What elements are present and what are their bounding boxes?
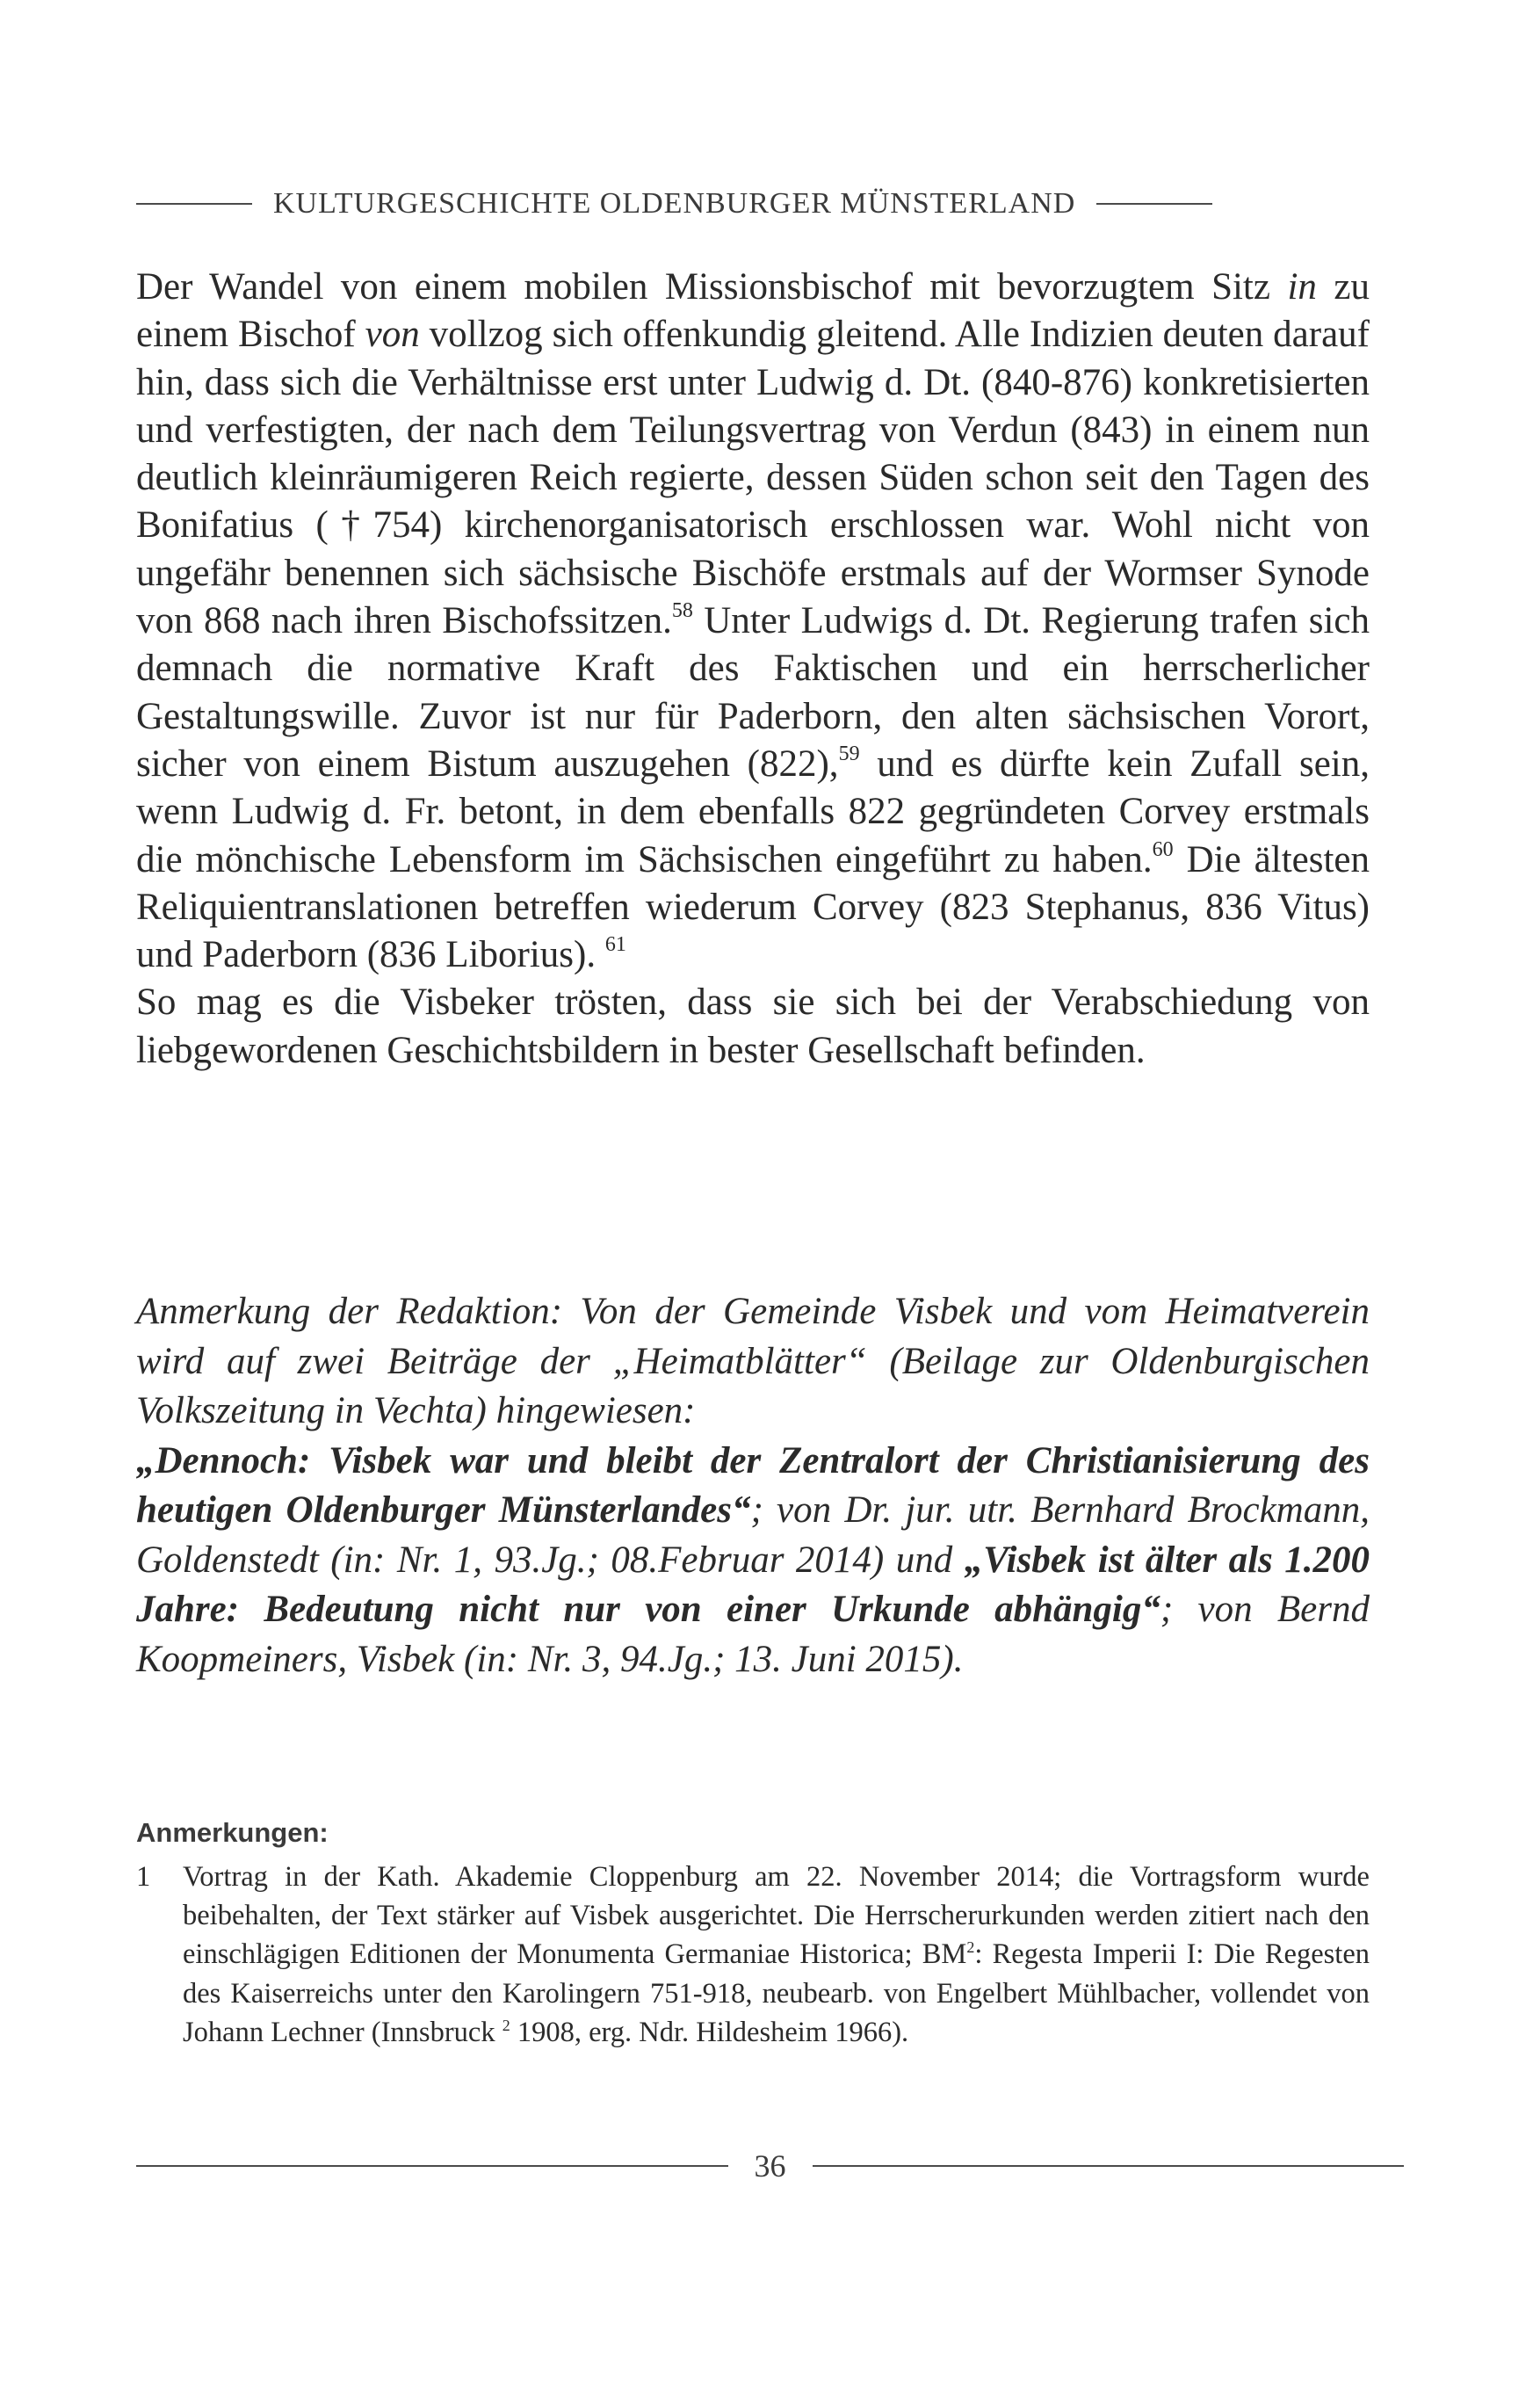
- text-run: Vortrag in der Kath. Akademie Cloppenburg am 22. November 2014; die Vortragsform wurde beibehalten, der Text stärker auf Visbek ausgerichtet. Die Herrscherurkunden werden zitiert nach den einschlägigen Editionen der Monumenta Germaniae Historica; BM: [183, 1861, 1370, 1971]
- superscript: 2: [502, 2016, 510, 2034]
- header-rule-right: [1096, 203, 1212, 205]
- text-run: : Regesta Imperii I: Die Regesten des Kaiserreichs unter den Karolingern 751-918, neubearb. von Engelbert Mühlbacher, vollendet von Johann Lechner (Innsbruck: [183, 1938, 1370, 2048]
- text-run: zu einem Bischof: [136, 266, 1370, 356]
- note-article-1-title: „Dennoch: Visbek war und bleibt der Zentralort der Christianisierung des heutigen Oldenburger Münsterlandes“: [136, 1439, 1370, 1531]
- note-article-2-title: „Visbek ist älter als 1.200 Jahre: Bedeutung nicht nur von einer Urkunde abhängig“: [136, 1539, 1370, 1630]
- footnotes-section: [136, 1817, 1370, 2052]
- superscript: 2: [966, 1938, 975, 1957]
- note-article-1-ref: ; von Dr. jur. utr. Bernhard Brockmann, Goldenstedt (in: Nr. 1, 93.Jg.; 08.Februar 2014) und: [136, 1489, 1370, 1581]
- note-intro: Anmerkung der Redaktion: Von der Gemeinde Visbek und vom Heimatverein wird auf zwei Beiträge der „Heimatblätter“ (Beilage zur Oldenburgischen Volkszeitung in Vechta) hingewiesen:: [136, 1291, 1370, 1431]
- footnote-text: [183, 1858, 1370, 2052]
- text-run: Die ältesten Reliquientranslationen betreffen wiederum Corvey (823 Stephanus, 836 Vitus) und Paderborn (836 Liborius).: [136, 838, 1370, 976]
- footer-rule-right: [813, 2165, 1405, 2167]
- running-header: [136, 187, 1404, 221]
- note-article-2-ref: ; von Bernd Koopmeiners, Visbek (in: Nr. 3, 94.Jg.; 13. Juni 2015).: [136, 1589, 1370, 1680]
- footnote-ref-58: 58: [671, 599, 693, 623]
- editor-note-text: [136, 1287, 1370, 1684]
- footnote-ref-59: 59: [838, 742, 860, 765]
- footnote-ref-61: 61: [604, 933, 626, 957]
- paragraph-2: So mag es die Visbeker trösten, dass sie sich bei der Verabschiedung von liebgewordenen Geschichtsbildern in bester Gesellschaft befinden.: [136, 981, 1370, 1071]
- text-run: Der Wandel von einem mobilen Missionsbischof mit bevorzugtem Sitz: [136, 266, 1288, 308]
- editor-note: [136, 1287, 1370, 1684]
- text-run: vollzog sich offenkundig gleitend. Alle Indizien deuten darauf hin, dass sich die Verhältnisse erst unter Ludwig d. Dt. (840-876) konkretisierten und verfestigten, der nach dem Teilungsvertrag von Verdun (843) in einem nun deutlich kleinräumigeren Reich regierte, dessen Süden schon seit den Tagen des Bonifatius (†754) kirchenorganisatorisch erschlossen war. Wohl nicht von ungefähr benennen sich sächsische Bischöfe erstmals auf der Wormser Synode von 868 nach ihren Bischofssitzen.: [136, 314, 1370, 642]
- emphasis-von: von: [365, 314, 420, 356]
- footnote-ref-60: 60: [1152, 837, 1174, 861]
- page-footer: [136, 2148, 1404, 2184]
- emphasis-in: in: [1287, 266, 1317, 308]
- footnotes-heading: Anmerkungen:: [136, 1817, 329, 1848]
- paragraph-1: [136, 264, 1370, 979]
- main-text: [136, 264, 1370, 1075]
- running-title: KULTURGESCHICHTE OLDENBURGER MÜNSTERLAND: [273, 187, 1076, 220]
- text-run: 1908, erg. Ndr. Hildesheim 1966).: [510, 2016, 909, 2048]
- footnote-number: 1: [136, 1861, 151, 1893]
- page-number: 36: [754, 2148, 786, 2184]
- text-run: und es dürfte kein Zufall sein, wenn Ludwig d. Fr. betont, in dem ebenfalls 822 gegründeten Corvey erstmals die mönchische Lebensform im Sächsischen eingeführt zu haben.: [136, 742, 1370, 880]
- text-run: Unter Ludwigs d. Dt. Regierung trafen sich demnach die normative Kraft des Faktischen und ein herrscherlicher Gestaltungswille. Zuvor ist nur für Paderborn, den alten sächsischen Vorort, sicher von einem Bistum auszugehen (822),: [136, 600, 1370, 785]
- header-rule-left: [136, 203, 252, 205]
- footer-rule-left: [136, 2165, 728, 2167]
- footnote-item: [136, 1858, 1370, 2052]
